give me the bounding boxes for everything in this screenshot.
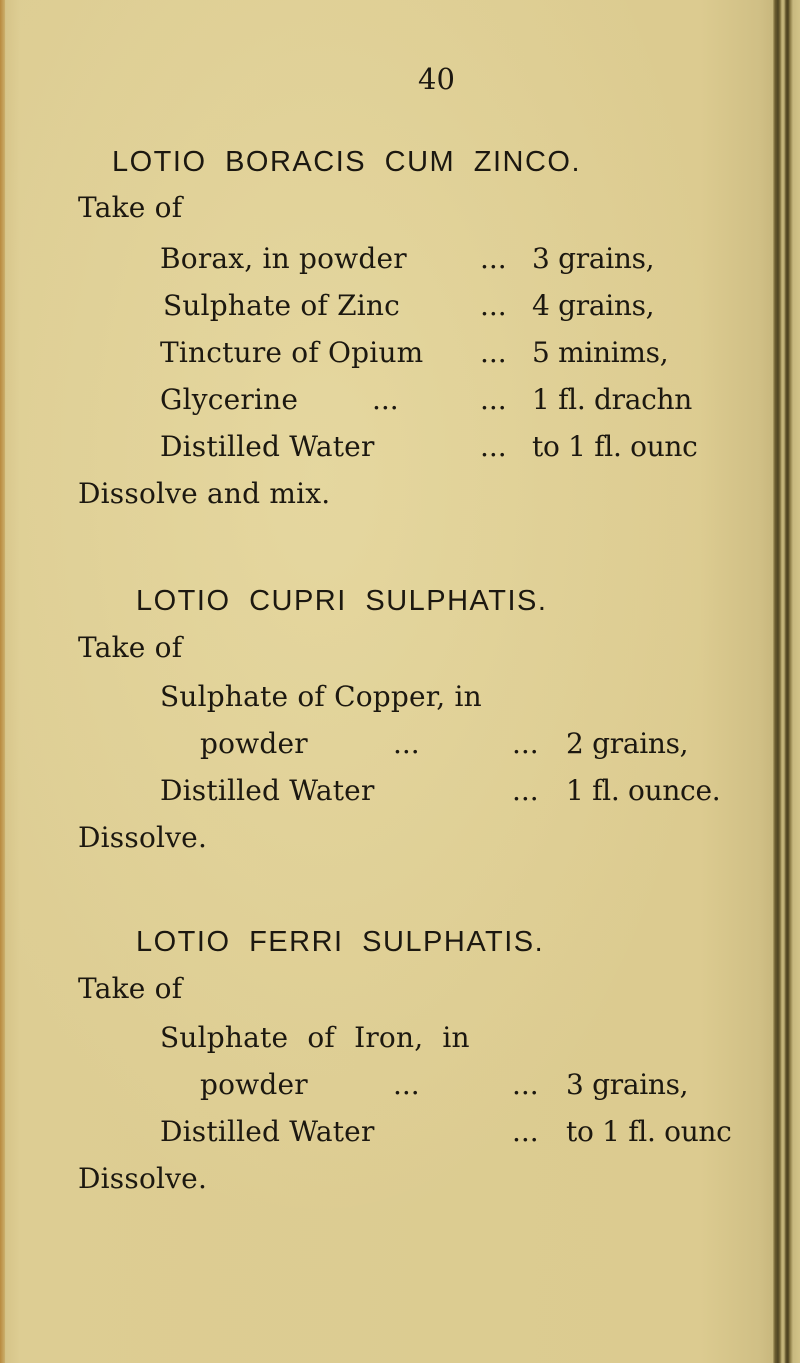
leader-dots: ... (480, 242, 507, 275)
leader-dots: ... (512, 1068, 539, 1101)
leader-dots: ... (393, 1068, 420, 1101)
page-number: 40 (418, 62, 455, 96)
leader-dots: ... (480, 336, 507, 369)
leader-dots: ... (480, 289, 507, 322)
ingredient-quantity: 3 grains, (566, 1068, 689, 1101)
ingredient-quantity: to 1 fl. ounc (566, 1115, 732, 1148)
leader-dots: ... (393, 727, 420, 760)
ingredient-name: Sulphate of Copper, in (160, 680, 482, 713)
leader-dots: ... (512, 727, 539, 760)
ingredient-quantity: 1 fl. drachn (532, 383, 692, 416)
ingredient-name-continuation: powder (200, 1068, 308, 1101)
recipe-intro: Take of (78, 972, 183, 1005)
ingredient-name: Sulphate of Zinc (163, 289, 400, 322)
binding-gutter (773, 0, 800, 1363)
ingredient-quantity: 1 fl. ounce. (566, 774, 721, 807)
ingredient-name: Borax, in powder (160, 242, 407, 275)
recipe-directions: Dissolve and mix. (78, 477, 331, 510)
leader-dots: ... (372, 383, 399, 416)
ingredient-quantity: 4 grains, (532, 289, 655, 322)
ingredient-name: Distilled Water (160, 430, 375, 463)
recipe-title: LOTIO BORACIS CUM ZINCO. (112, 146, 582, 178)
recipe-title: LOTIO FERRI SULPHATIS. (136, 926, 545, 958)
ingredient-name: Distilled Water (160, 1115, 375, 1148)
recipe-intro: Take of (78, 631, 183, 664)
ingredient-quantity: 2 grains, (566, 727, 689, 760)
ingredient-name-continuation: powder (200, 727, 308, 760)
recipe-directions: Dissolve. (78, 821, 208, 854)
leader-dots: ... (480, 430, 507, 463)
leader-dots: ... (512, 774, 539, 807)
ingredient-name: Sulphate of Iron, in (160, 1021, 470, 1054)
ingredient-name: Tincture of Opium (160, 336, 424, 369)
ingredient-name: Glycerine (160, 383, 299, 416)
ingredient-name: Distilled Water (160, 774, 375, 807)
ingredient-quantity: 5 minims, (532, 336, 669, 369)
recipe-title: LOTIO CUPRI SULPHATIS. (136, 585, 548, 617)
leader-dots: ... (480, 383, 507, 416)
ingredient-quantity: 3 grains, (532, 242, 655, 275)
page-left-edge (0, 0, 5, 1363)
ingredient-quantity: to 1 fl. ounc (532, 430, 698, 463)
recipe-directions: Dissolve. (78, 1162, 208, 1195)
leader-dots: ... (512, 1115, 539, 1148)
recipe-intro: Take of (78, 191, 183, 224)
